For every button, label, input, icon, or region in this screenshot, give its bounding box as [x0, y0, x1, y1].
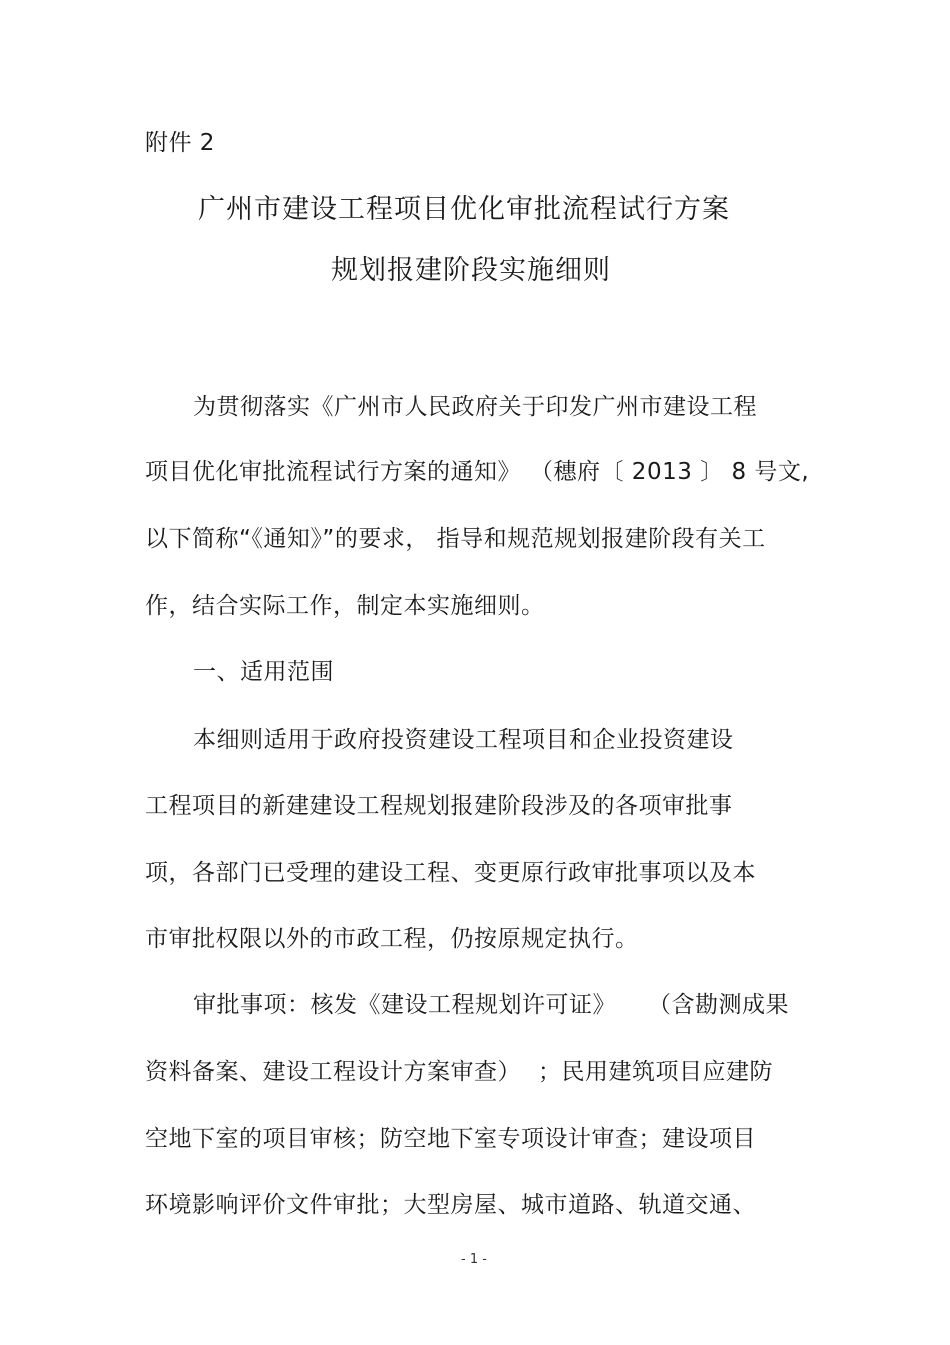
approval-line-4: 环境影响评价文件审批；大型房屋、城市道路、轨道交通、 — [145, 1192, 756, 1218]
intro-line-4: 作，结合实际工作，制定本实施细则。 — [145, 593, 545, 619]
scope-line-4: 市审批权限以外的市政工程，仍按原规定执行。 — [145, 926, 639, 952]
section-heading-scope: 一、适用范围 — [193, 659, 334, 685]
approval-line-3: 空地下室的项目审核；防空地下室专项设计审查；建设项目 — [145, 1126, 756, 1152]
approval-line-1a: 审批事项：核发《建设工程规划许可证》 — [193, 992, 616, 1018]
intro-line-1: 为贯彻落实《广州市人民政府关于印发广州市建设工程 — [193, 394, 757, 420]
intro-line-2b: （穗府〔 2013 〕 8 号文, — [530, 459, 810, 485]
scope-line-3: 项，各部门已受理的建设工程、变更原行政审批事项以及本 — [145, 860, 756, 886]
document-title-line2: 规划报建阶段实施细则 — [331, 255, 611, 286]
attachment-label: 附件 2 — [145, 130, 215, 156]
approval-line-2b: ；民用建筑项目应建防 — [538, 1059, 773, 1085]
intro-line-3: 以下简称“《通知》”的要求， 指导和规范规划报建阶段有关工 — [145, 526, 766, 552]
document-title-line1: 广州市建设工程项目优化审批流程试行方案 — [198, 194, 730, 225]
intro-line-2a: 项目优化审批流程试行方案的通知》 — [145, 459, 521, 485]
scope-line-2: 工程项目的新建建设工程规划报建阶段涉及的各项审批事 — [145, 793, 733, 819]
page-number: - 1 - — [461, 1252, 487, 1267]
approval-line-2a: 资料备案、建设工程设计方案审查） — [145, 1059, 521, 1085]
approval-line-1b: （含勘测成果 — [648, 992, 789, 1018]
scope-line-1: 本细则适用于政府投资建设工程项目和企业投资建设 — [193, 727, 734, 753]
